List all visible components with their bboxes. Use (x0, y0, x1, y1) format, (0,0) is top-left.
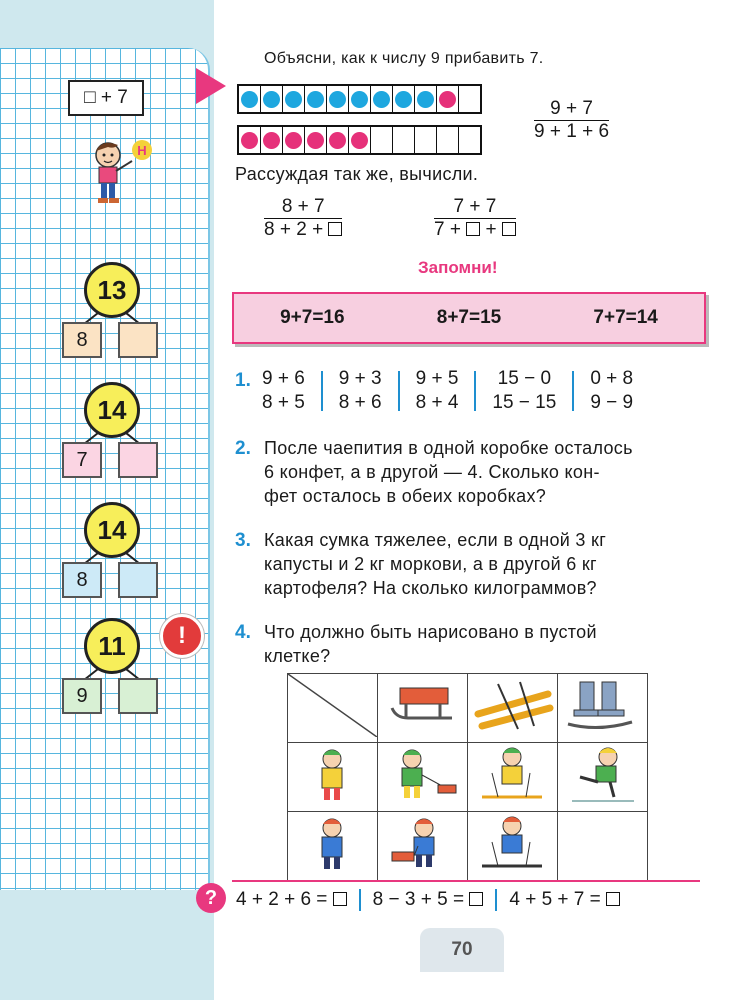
column-divider (321, 371, 323, 411)
expression: 15 − 0 (497, 368, 552, 389)
tree-left-box: 8 (62, 562, 102, 598)
empty-answer-cell[interactable] (558, 812, 648, 881)
question-badge: ? (196, 883, 226, 913)
fraction-bottom: 8 + 2 + (264, 219, 329, 240)
child-blue-skiing-icon (468, 812, 558, 881)
sled-icon (378, 674, 468, 743)
tree-left-box: 8 (62, 322, 102, 358)
fact-3: 7+7=14 (593, 307, 658, 328)
bottom-expr-1 (236, 889, 347, 911)
reasoning-text: Рассуждая так же, вычисли. (235, 164, 479, 184)
fact-1: 9+7=16 (280, 307, 345, 328)
blank-square[interactable] (328, 222, 342, 236)
task-3-text (264, 528, 704, 600)
number-tree-3 (62, 502, 162, 602)
task-1-number: 1. (235, 370, 251, 391)
expression: 0 + 8 (590, 368, 634, 389)
expression: 9 − 9 (590, 392, 634, 413)
tree-top-number: 14 (84, 502, 140, 558)
text-line: После чаепития в одной коробке осталось (264, 438, 633, 458)
child-blue-sled-icon (378, 812, 468, 881)
expression: 8 + 4 (415, 392, 459, 413)
warning-icon: ! (160, 614, 204, 658)
tree-right-box[interactable] (118, 678, 158, 714)
example-fraction (534, 98, 609, 143)
fraction-bottom-plus: + (480, 219, 502, 240)
expression: 15 − 15 (492, 392, 557, 413)
text-line: фет осталось в обеих коробках? (264, 486, 547, 506)
page-number: 70 (420, 928, 504, 972)
tree-top-number: 13 (84, 262, 140, 318)
child-standing-icon (288, 743, 378, 812)
dots-strip-top (237, 84, 482, 114)
number-tree-1 (62, 262, 162, 362)
child-skiing-icon (468, 743, 558, 812)
skis-icon (468, 674, 558, 743)
task-1-expressions (262, 367, 633, 415)
tree-right-box[interactable] (118, 562, 158, 598)
tree-left-box: 9 (62, 678, 102, 714)
task-2-text (264, 436, 704, 508)
expression: 8 + 5 (262, 392, 305, 413)
task-4-number: 4. (235, 622, 251, 643)
fraction-top: 7 + 7 (434, 196, 516, 219)
expr-column (416, 367, 459, 415)
corner-cell (288, 674, 378, 743)
bottom-expressions (236, 889, 620, 911)
column-divider (572, 371, 574, 411)
bottom-expr-3 (509, 889, 620, 911)
pointer-arrow-icon (196, 68, 226, 104)
fraction-top: 9 + 7 (534, 98, 609, 121)
blank-square[interactable] (502, 222, 516, 236)
tree-top-number: 11 (84, 618, 140, 674)
column-divider (398, 371, 400, 411)
expression: 9 + 6 (262, 368, 305, 389)
fraction-top: 8 + 7 (264, 196, 342, 219)
task-4-text (264, 620, 704, 668)
expr-column (492, 367, 556, 415)
expression: 4 + 5 + 7 = (509, 889, 607, 910)
intro-instruction: Объясни, как к числу 9 прибавить 7. (264, 50, 544, 67)
expression: 9 + 3 (338, 368, 382, 389)
fact-2: 8+7=15 (436, 307, 502, 328)
picture-grid (287, 673, 648, 881)
text-line: Какая сумка тяжелее, если в одной 3 кг (264, 530, 607, 550)
text-line: Что должно быть нарисовано в пустой (264, 622, 597, 642)
bottom-expr-2 (373, 889, 484, 911)
exercise-fraction-1 (264, 196, 342, 241)
expr-column (590, 367, 633, 415)
tree-right-box[interactable] (118, 322, 158, 358)
column-divider (359, 889, 361, 911)
tree-right-box[interactable] (118, 442, 158, 478)
exercise-fraction-2 (434, 196, 516, 241)
expr-column (339, 367, 382, 415)
helper-badge: Н (132, 140, 152, 160)
child-blue-standing-icon (288, 812, 378, 881)
remember-box (232, 292, 706, 344)
child-skating-icon (558, 743, 648, 812)
expression: 8 + 6 (338, 392, 382, 413)
child-pulling-sled-icon (378, 743, 468, 812)
fraction-bottom: 7 + (434, 219, 467, 240)
tree-top-number: 14 (84, 382, 140, 438)
text-line: 6 конфет, а в другой — 4. Сколько кон- (264, 462, 600, 482)
task-box: □ + 7 (68, 80, 144, 116)
text-line: клетке? (264, 646, 331, 666)
number-tree-2 (62, 382, 162, 482)
column-divider (474, 371, 476, 411)
task-2-number: 2. (235, 438, 251, 459)
blank-square[interactable] (469, 892, 483, 906)
expression: 9 + 5 (415, 368, 459, 389)
number-tree-4 (62, 618, 162, 718)
blank-square[interactable] (606, 892, 620, 906)
tree-left-box: 7 (62, 442, 102, 478)
skates-icon (558, 674, 648, 743)
text-line: картофеля? На сколько килограммов? (264, 578, 597, 598)
expression: 4 + 2 + 6 = (236, 889, 333, 910)
text-line: капусты и 2 кг моркови, а в другой 6 кг (264, 554, 597, 574)
remember-title: Запомни! (418, 258, 498, 277)
expression: 8 − 3 + 5 = (372, 889, 470, 910)
bottom-rule (232, 880, 700, 882)
column-divider (495, 889, 497, 911)
blank-square[interactable] (466, 222, 480, 236)
dots-strip-bottom (237, 125, 482, 155)
expr-column (262, 367, 305, 415)
fraction-bottom: 9 + 1 + 6 (534, 121, 610, 142)
task-3-number: 3. (235, 530, 251, 551)
blank-square[interactable] (333, 892, 347, 906)
